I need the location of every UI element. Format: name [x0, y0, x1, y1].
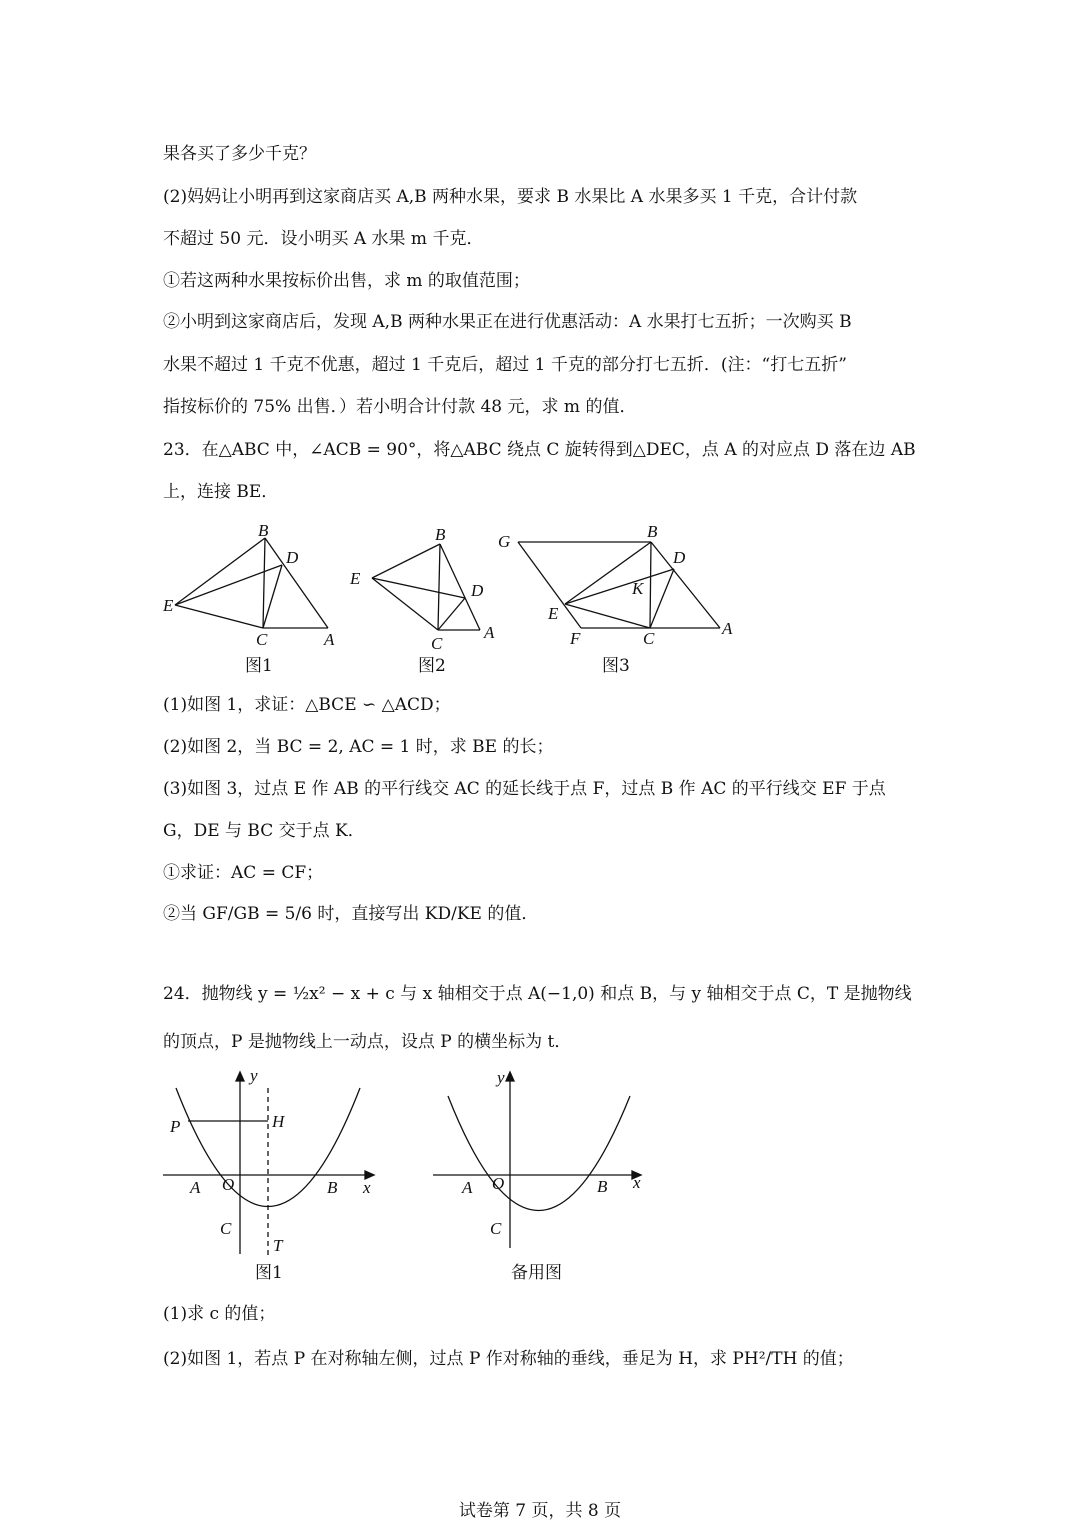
label-E: E	[548, 604, 559, 623]
text-line-10: (1)如图 1，求证：△BCE ∽ △ACD；	[163, 695, 451, 715]
q24-spare-caption: 备用图	[511, 1263, 562, 1283]
label-P: P	[170, 1117, 181, 1136]
label-C: C	[490, 1219, 502, 1238]
text-line-8: 23．在△ABC 中，∠ACB = 90°，将△ABC 绕点 C 旋转得到△DEC，点 A 的对应点 D 落在边 AB	[163, 440, 916, 460]
text-line-5: ②小明到这家商店后，发现 A,B 两种水果正在进行优惠活动：A 水果打七五折；一次购买 B	[163, 312, 852, 332]
label-D: D	[286, 548, 299, 567]
label-y: y	[250, 1068, 258, 1085]
label-H: H	[272, 1112, 285, 1131]
label-A: A	[324, 630, 335, 648]
q23-figure-2	[345, 520, 510, 655]
label-A: A	[722, 619, 733, 638]
label-C: C	[431, 634, 443, 653]
label-O: O	[492, 1174, 505, 1193]
label-B: B	[327, 1178, 338, 1197]
text-line-2: (2)妈妈让小明再到这家商店买 A,B 两种水果，要求 B 水果比 A 水果多买 1 千克，合计付款	[163, 187, 858, 207]
q24-spare-figure	[430, 1068, 660, 1253]
label-y: y	[497, 1068, 505, 1087]
label-B: B	[597, 1177, 608, 1196]
label-D: D	[471, 581, 484, 600]
q23-figure-3	[490, 518, 750, 653]
text-line-7: 指按标价的 75% 出售．）若小明合计付款 48 元，求 m 的值．	[163, 397, 637, 417]
text-line-3: 不超过 50 元．设小明买 A 水果 m 千克．	[163, 229, 484, 249]
label-A: A	[190, 1178, 201, 1197]
label-x: x	[633, 1173, 641, 1192]
label-K: K	[632, 579, 644, 598]
text-line-6: 水果不超过 1 千克不优惠，超过 1 千克后，超过 1 千克的部分打七五折．(注：“打七五折”	[163, 355, 847, 375]
label-B: B	[435, 525, 446, 544]
label-G: G	[498, 532, 511, 551]
label-B: B	[258, 521, 269, 540]
label-C: C	[256, 630, 268, 648]
text-line-19: (2)如图 1，若点 P 在对称轴左侧，过点 P 作对称轴的垂线，垂足为 H，求 PH²/TH 的值；	[163, 1349, 854, 1369]
q23-fig2-caption: 图2	[418, 656, 446, 676]
label-A: A	[462, 1178, 473, 1197]
label-B: B	[647, 522, 658, 541]
text-line-9: 上，连接 BE．	[163, 482, 279, 502]
q23-figure-1	[155, 518, 345, 648]
text-line-17: 的顶点，P 是抛物线上一动点，设点 P 的横坐标为 t．	[163, 1032, 572, 1052]
label-F: F	[570, 629, 581, 648]
label-T: T	[273, 1236, 283, 1255]
q23-fig1-caption: 图1	[245, 656, 273, 676]
q24-fig1-caption: 图1	[255, 1263, 283, 1283]
label-E: E	[350, 569, 361, 588]
text-line-18: (1)求 c 的值；	[163, 1304, 276, 1324]
text-line-15: ②当 GF/GB = 5/6 时，直接写出 KD/KE 的值．	[163, 904, 539, 924]
text-line-16: 24．抛物线 y = ½x² − x + c 与 x 轴相交于点 A(−1,0) 和点 B，与 y 轴相交于点 C，T 是抛物线	[163, 984, 912, 1004]
label-C: C	[643, 629, 655, 648]
text-line-14: ①求证：AC = CF；	[163, 863, 324, 883]
q24-figure-1	[160, 1068, 390, 1258]
label-A: A	[484, 623, 495, 642]
text-line-12: (3)如图 3，过点 E 作 AB 的平行线交 AC 的延长线于点 F，过点 B 作 AC 的平行线交 EF 于点	[163, 779, 886, 799]
text-line-4: ①若这两种水果按标价出售，求 m 的取值范围；	[163, 271, 530, 291]
label-D: D	[673, 548, 686, 567]
page-footer: 试卷第 7 页，共 8 页	[458, 1501, 622, 1521]
label-O: O	[222, 1175, 235, 1194]
label-E: E	[163, 596, 174, 615]
text-line-13: G，DE 与 BC 交于点 K．	[163, 821, 365, 841]
q23-fig3-caption: 图3	[602, 656, 630, 676]
text-line-11: (2)如图 2，当 BC = 2, AC = 1 时，求 BE 的长；	[163, 737, 554, 757]
text-line-1: 果各买了多少千克？	[163, 144, 316, 164]
label-x: x	[363, 1178, 371, 1197]
label-C: C	[220, 1219, 232, 1238]
